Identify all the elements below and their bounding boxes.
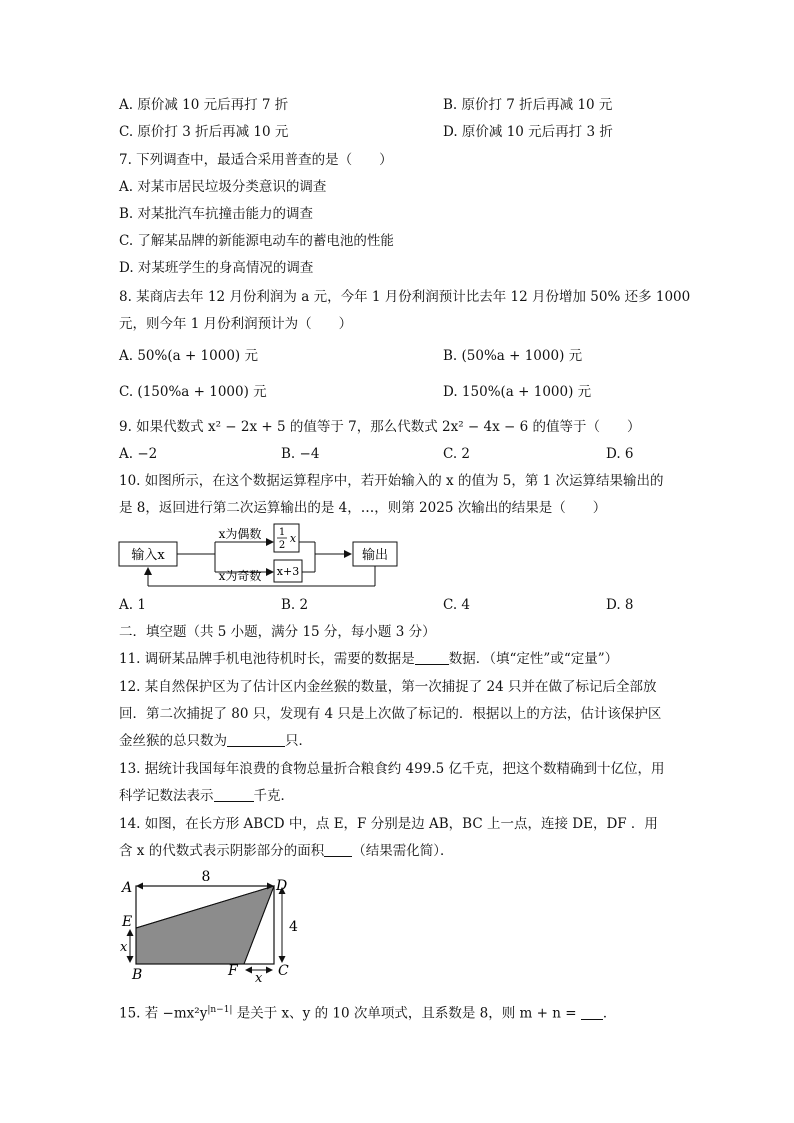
top-length-label: 8 (201, 869, 211, 885)
q15-line (119, 1001, 616, 1023)
q11-text-post: 数据．（填“定性”或“定量”） (448, 651, 619, 667)
q15-text-post: ． (602, 1005, 617, 1022)
vertex-e: E (122, 914, 133, 930)
q15-text-mid: 是关于 x、y 的 10 次单项式，且系数是 8，则 m + n = (232, 1005, 581, 1022)
vertex-b: B (132, 967, 143, 983)
q6-option-b: B. 原价打 7 折后再减 10 元 (443, 97, 613, 113)
vertex-d: D (276, 878, 288, 894)
section-heading-fill-blank: 二．填空题（共 5 小题，满分 15 分，每小题 3 分） (119, 624, 436, 640)
bottom-x-label: x (255, 971, 263, 984)
q14-answer-blank[interactable] (324, 842, 352, 857)
q7-option-c: C. 了解某品牌的新能源电动车的蓄电池的性能 (119, 233, 394, 249)
q12-line3 (119, 732, 312, 750)
q8-option-b: B. (50%a + 1000) 元 (443, 348, 583, 364)
vertex-c: C (278, 963, 289, 979)
q13-text-pre: 科学记数法表示 (119, 788, 214, 804)
q15-text-pre: 15. 若 −mx²y (119, 1005, 208, 1022)
q12-text-pre: 金丝猴的总只数为 (119, 733, 227, 749)
flow-input-label: 输入x (131, 548, 165, 563)
q13-answer-blank[interactable] (214, 787, 254, 802)
rectangle-figure (116, 866, 306, 984)
q8-option-d: D. 150%(a + 1000) 元 (443, 384, 592, 400)
vertex-f: F (228, 963, 238, 979)
flowchart-figure (115, 522, 405, 590)
q9-stem: 9. 如果代数式 x² − 2x + 5 的值等于 7，那么代数式 2x² − 4x − 6 的值等于（ ） (119, 419, 641, 435)
flow-odd-label: x为奇数 (218, 569, 262, 583)
vertex-a: A (122, 880, 133, 896)
q12-text-post: 只． (285, 733, 312, 749)
q13-line2 (119, 787, 294, 805)
q10-option-c: C. 4 (443, 597, 471, 613)
q14-text-post: （结果需化简）． (352, 843, 454, 859)
q14-line2 (119, 842, 453, 860)
flow-plus3-label: x+3 (276, 565, 300, 578)
q6-option-d: D. 原价减 10 元后再打 3 折 (443, 124, 613, 140)
q14-line1: 14. 如图，在长方形 ABCD 中，点 E，F 分别是边 AB，BC 上一点，连接 DE，DF ．用 (119, 816, 658, 832)
q8-option-c: C. (150%a + 1000) 元 (119, 384, 267, 400)
q13-line1: 13. 据统计我国每年浪费的食物总量折合粮食约 499.5 亿千克，把这个数精确到十亿位，用 (119, 761, 665, 777)
q12-line1: 12. 某自然保护区为了估计区内金丝猴的数量，第一次捕捉了 24 只并在做了标记后全部放 (119, 679, 657, 695)
q10-option-b: B. 2 (281, 597, 309, 613)
q11-answer-blank[interactable] (415, 650, 449, 665)
q10-option-d: D. 8 (606, 597, 634, 613)
q11-text-pre: 11. 调研某品牌手机电池待机时长，需要的数据是 (119, 651, 415, 667)
q12-line2: 回．第二次捕捉了 80 只，发现有 4 只是上次做了标记的．根据以上的方法，估计该保护区 (119, 706, 662, 722)
q12-answer-blank[interactable] (227, 732, 285, 747)
q14-text-pre: 含 x 的代数式表示阴影部分的面积 (119, 843, 325, 859)
right-length-label: 4 (289, 919, 298, 935)
q7-option-a: A. 对某市居民垃圾分类意识的调查 (119, 179, 327, 195)
q9-option-a: A. −2 (119, 446, 158, 462)
q9-option-d: D. 6 (606, 446, 634, 462)
q10-stem-line1: 10. 如图所示，在这个数据运算程序中，若开始输入的 x 的值为 5，第 1 次运算结果输出的 (119, 473, 664, 489)
q10-option-a: A. 1 (119, 597, 146, 613)
q7-option-b: B. 对某批汽车抗撞击能力的调查 (119, 206, 314, 222)
shaded-region (136, 886, 274, 964)
q9-option-c: C. 2 (443, 446, 471, 462)
q7-option-d: D. 对某班学生的身高情况的调查 (119, 260, 314, 276)
flow-output-label: 输出 (361, 548, 389, 563)
flow-even-label: x为偶数 (218, 527, 262, 541)
flow-half-denominator: 2 (278, 540, 286, 551)
q6-option-a: A. 原价减 10 元后再打 7 折 (119, 97, 289, 113)
q6-option-c: C. 原价打 3 折后再减 10 元 (119, 124, 289, 140)
q8-stem-line2: 元，则今年 1 月份利润预计为（ ） (119, 316, 353, 332)
q8-stem-line1: 8. 某商店去年 12 月份利润为 a 元，今年 1 月份利润预计比去年 12 月份增加 50% 还多 1000 (119, 289, 691, 305)
q15-answer-blank[interactable] (581, 1005, 603, 1020)
q10-stem-line2: 是 8，返回进行第二次运算输出的是 4，…，则第 2025 次输出的结果是（ ） (119, 500, 607, 516)
q13-text-post: 千克． (253, 788, 294, 804)
q7-stem: 7. 下列调查中，最适合采用普查的是（ ） (119, 152, 393, 168)
q8-option-a: A. 50%(a + 1000) 元 (119, 348, 258, 364)
flow-half-numerator: 1 (278, 527, 286, 538)
q9-option-b: B. −4 (281, 446, 320, 462)
q11-line (119, 650, 618, 668)
q15-exponent: |n−1| (207, 1005, 233, 1015)
flow-half-x: x (289, 532, 297, 545)
left-x-label: x (120, 940, 128, 955)
